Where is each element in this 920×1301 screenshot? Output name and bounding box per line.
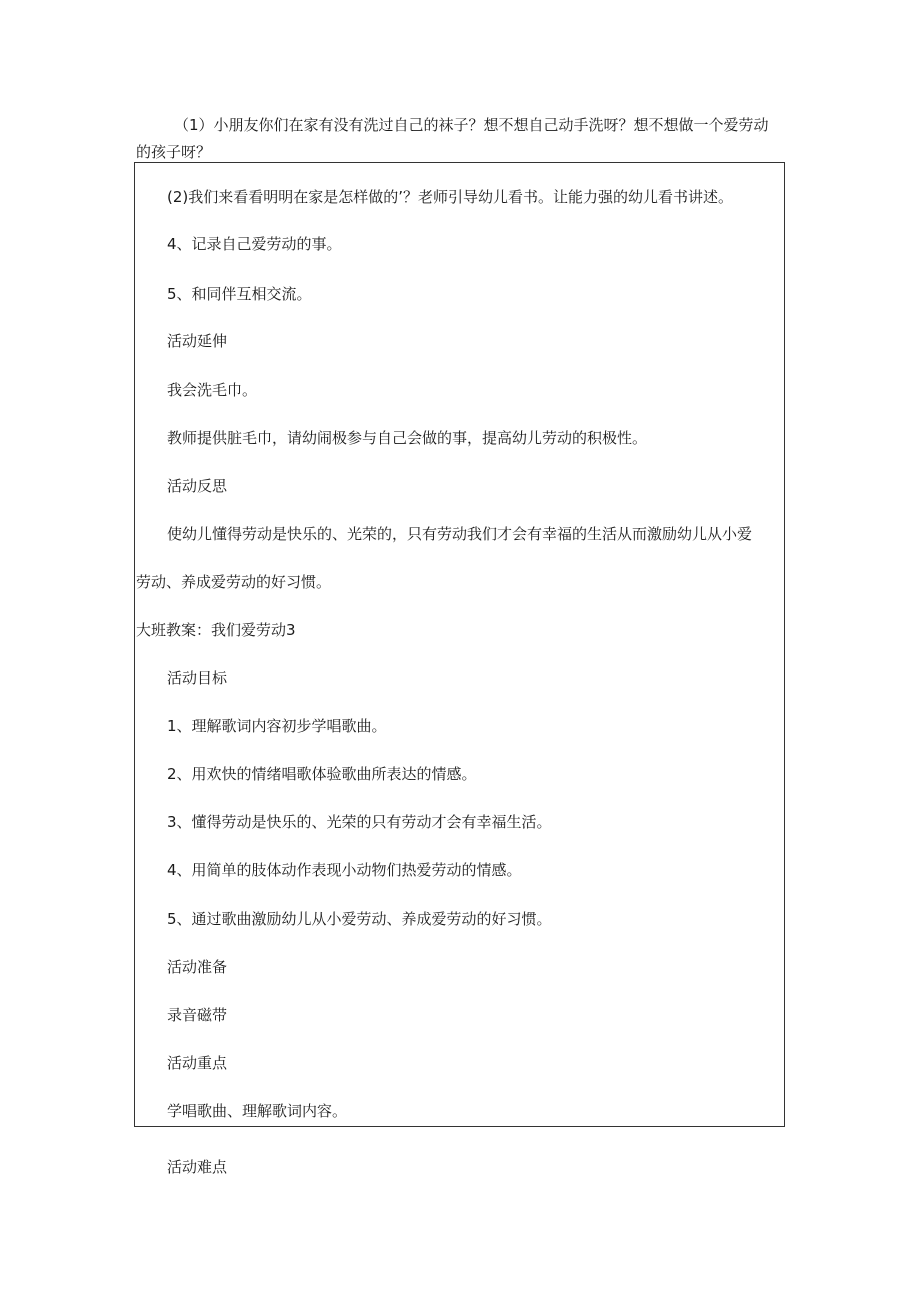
step-4: 4、记录自己爱劳动的事。 xyxy=(167,235,342,253)
content-frame xyxy=(134,162,785,1127)
goal-4: 4、用简单的肢体动作表现小动物们热爱劳动的情感。 xyxy=(167,861,522,879)
heading-activity-reflection: 活动反思 xyxy=(167,477,228,495)
heading-activity-goals: 活动目标 xyxy=(167,669,228,687)
goal-5: 5、通过歌曲激励幼儿从小爱劳动、养成爱劳动的好习惯。 xyxy=(167,910,552,928)
lesson-title: 大班教案：我们爱劳动3 xyxy=(136,621,296,639)
focus-text: 学唱歌曲、理解歌词内容。 xyxy=(167,1102,348,1120)
intro-line-2: 的孩子呀？ xyxy=(136,143,212,161)
step-5: 5、和同伴互相交流。 xyxy=(167,285,312,303)
preparation-text: 录音磁带 xyxy=(167,1006,228,1024)
paragraph-guide-reading: (2)我们来看看明明在家是怎样做的’？老师引导幼儿看书。让能力强的幼儿看书讲述。 xyxy=(167,188,734,206)
extension-text: 我会洗毛巾。 xyxy=(167,381,258,399)
goal-1: 1、理解歌词内容初步学唱歌曲。 xyxy=(167,717,387,735)
goal-3: 3、懂得劳动是快乐的、光荣的只有劳动才会有幸福生活。 xyxy=(167,813,552,831)
intro-line-1: （1）小朋友你们在家有没有洗过自己的袜子？想不想自己动手洗呀？想不想做一个爱劳动 xyxy=(174,116,769,134)
heading-activity-difficulty: 活动难点 xyxy=(167,1158,228,1176)
goal-2: 2、用欢快的情绪唱歌体验歌曲所表达的情感。 xyxy=(167,765,477,783)
reflection-line-2: 劳动、养成爱劳动的好习惯。 xyxy=(136,573,332,591)
heading-activity-preparation: 活动准备 xyxy=(167,958,228,976)
heading-activity-extension: 活动延伸 xyxy=(167,332,228,350)
reflection-line-1: 使幼儿懂得劳动是快乐的、光荣的，只有劳动我们才会有幸福的生活从而激励幼儿从小爱 xyxy=(167,525,753,543)
extension-detail: 教师提供脏毛巾，请幼闹极参与自己会做的事，提高幼儿劳动的积极性。 xyxy=(167,429,648,447)
heading-activity-focus: 活动重点 xyxy=(167,1054,228,1072)
